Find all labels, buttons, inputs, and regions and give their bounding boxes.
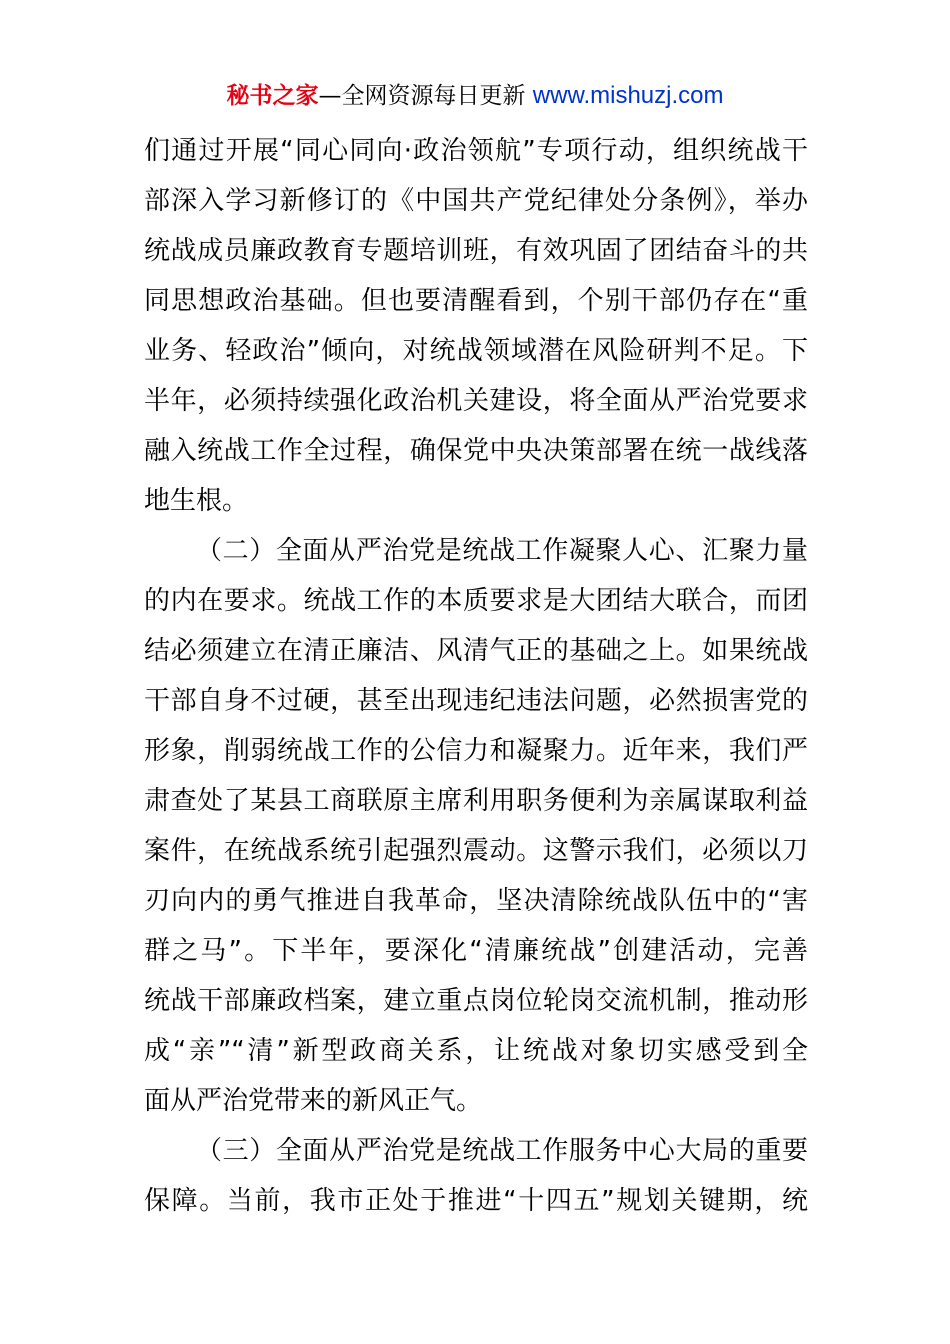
text-line: 业务、轻政治”倾向，对统战领域潜在风险研判不足。下	[144, 336, 808, 366]
document-body	[144, 126, 808, 1226]
section-heading-line: （二）全面从严治党是统战工作凝聚人心、汇聚力量	[196, 536, 808, 566]
text-line: 们通过开展“同心同向·政治领航”专项行动，组织统战干	[144, 136, 808, 166]
section-heading-line: （三）全面从严治党是统战工作服务中心大局的重要	[196, 1136, 808, 1166]
text-line: 群之马”。下半年，要深化“清廉统战”创建活动，完善	[144, 936, 808, 966]
brand-name: 秘书之家	[226, 83, 319, 109]
text-line: 部深入学习新修订的《中国共产党纪律处分条例》，举办	[144, 186, 808, 216]
text-line: 保障。当前，我市正处于推进“十四五”规划关键期，统	[144, 1186, 808, 1216]
text-line: 刃向内的勇气推进自我革命，坚决清除统战队伍中的“害	[144, 886, 808, 916]
text-line: 结必须建立在清正廉洁、风清气正的基础之上。如果统战	[144, 636, 808, 666]
text-line: 同思想政治基础。但也要清醒看到，个别干部仍存在“重	[144, 286, 808, 316]
text-line: 成“亲”“清”新型政商关系，让统战对象切实感受到全	[144, 1036, 808, 1066]
header-tagline: —全网资源每日更新	[318, 83, 526, 109]
text-line: 干部自身不过硬，甚至出现违纪违法问题，必然损害党的	[144, 686, 808, 716]
text-line: 半年，必须持续强化政治机关建设，将全面从严治党要求	[144, 386, 808, 416]
text-line: 面从严治党带来的新风正气。	[144, 1086, 483, 1116]
text-line: 融入统战工作全过程，确保党中央决策部署在统一战线落	[144, 436, 808, 466]
text-line: 地生根。	[144, 486, 249, 516]
text-line: 的内在要求。统战工作的本质要求是大团结大联合，而团	[144, 586, 808, 616]
site-header	[0, 80, 950, 112]
site-url[interactable]: www.mishuzj.com	[532, 82, 724, 109]
text-line: 统战干部廉政档案，建立重点岗位轮岗交流机制，推动形	[144, 986, 808, 1016]
text-line: 形象，削弱统战工作的公信力和凝聚力。近年来，我们严	[144, 736, 808, 766]
text-line: 案件，在统战系统引起强烈震动。这警示我们，必须以刀	[144, 836, 808, 866]
text-line: 肃查处了某县工商联原主席利用职务便利为亲属谋取利益	[144, 786, 808, 816]
text-line: 统战成员廉政教育专题培训班，有效巩固了团结奋斗的共	[144, 236, 808, 266]
